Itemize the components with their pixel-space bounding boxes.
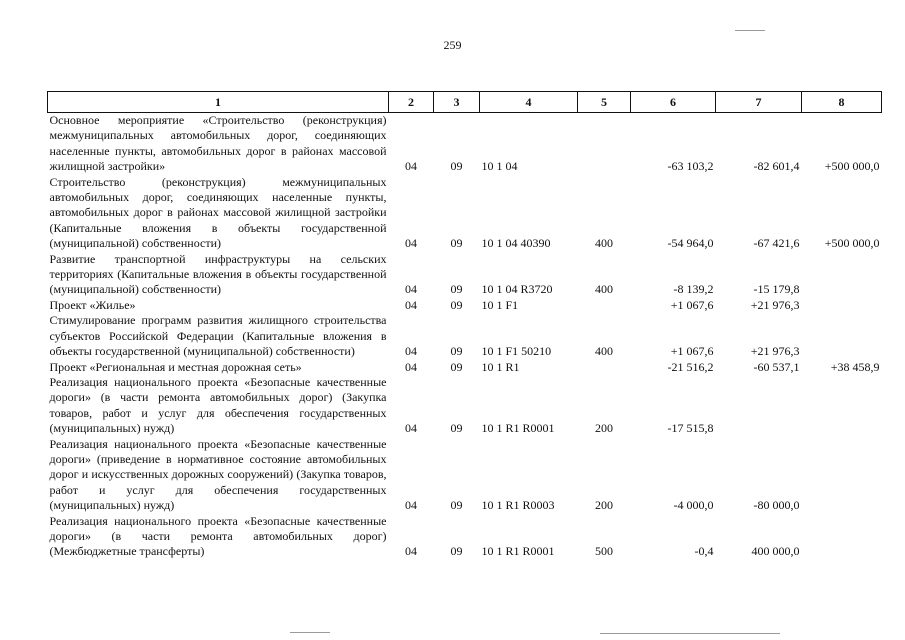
row-expense-type: 400	[595, 236, 613, 251]
row-subsection: 09	[450, 282, 463, 297]
row-name: Строительство (реконструкция) межмуниципальных автомобильных дорог, соединяющих населенные пункты, автомобильных дорог в районах массовой жилищной застройки (Капитальные вложения в объекты государственной (муниципальной) собственности)	[49, 174, 387, 251]
row-value-8: +38 458,9	[830, 359, 880, 374]
header-col-8: 8	[802, 92, 882, 113]
row-subsection: 09	[450, 344, 463, 359]
row-target-code: 10 1 F1 50210	[481, 344, 552, 359]
page-number: 259	[443, 38, 462, 52]
row-section: 04	[405, 498, 417, 513]
row-value-7: +21 976,3	[750, 297, 800, 312]
scan-speck	[735, 30, 765, 31]
row-section: 04	[405, 359, 417, 374]
row-value-6: -21 516,2	[667, 359, 714, 374]
row-expense-type: 500	[595, 544, 613, 559]
row-expense-type: 200	[595, 421, 613, 436]
table-row	[48, 375, 882, 437]
row-target-code: 10 1 R1 R0001	[481, 421, 555, 436]
table-row	[48, 437, 882, 514]
row-target-code: 10 1 F1	[481, 297, 519, 312]
row-value-7: -60 537,1	[753, 359, 800, 374]
row-value-7	[716, 375, 802, 437]
table-row	[48, 313, 882, 359]
row-name: Проект «Региональная и местная дорожная сеть»	[49, 359, 302, 374]
row-name: Проект «Жилье»	[49, 297, 136, 312]
header-col-6: 6	[631, 92, 716, 113]
table-row	[48, 298, 882, 313]
row-expense-type	[578, 360, 631, 375]
row-target-code: 10 1 R1	[481, 359, 520, 374]
row-value-6: -4 000,0	[673, 498, 714, 513]
row-value-6: +1 067,6	[670, 344, 714, 359]
header-col-3: 3	[434, 92, 480, 113]
row-target-code: 10 1 04 40390	[481, 236, 551, 251]
row-name: Стимулирование программ развития жилищного строительства субъектов Российской Федерации (Капитальные вложения в объекты государственной (муниципальной) собственности)	[49, 313, 387, 359]
row-value-6: -8 139,2	[673, 282, 714, 297]
scan-speck	[290, 632, 330, 633]
row-value-7: -15 179,8	[753, 282, 800, 297]
row-expense-type: 400	[595, 344, 613, 359]
row-section: 04	[405, 544, 417, 559]
row-value-6: -54 964,0	[667, 236, 714, 251]
header-col-1: 1	[48, 92, 389, 113]
row-value-8	[802, 375, 882, 437]
row-section: 04	[405, 159, 417, 174]
row-subsection: 09	[450, 159, 463, 174]
header-col-7: 7	[716, 92, 802, 113]
row-expense-type	[578, 113, 631, 175]
row-value-8	[802, 298, 882, 313]
row-value-6: +1 067,6	[670, 297, 714, 312]
row-name: Основное мероприятие «Строительство (реконструкция) межмуниципальных автомобильных дорог, соединяющих населенные пункты, автомобильных дорог в районах массовой жилищной застройки»	[49, 113, 387, 174]
row-subsection: 09	[450, 236, 463, 251]
table-row	[48, 252, 882, 298]
scan-speck	[600, 633, 780, 634]
row-value-8	[802, 514, 882, 560]
row-target-code: 10 1 04 R3720	[481, 282, 553, 297]
row-section: 04	[405, 421, 417, 436]
row-subsection: 09	[450, 359, 463, 374]
table-row	[48, 360, 882, 375]
row-name: Развитие транспортной инфраструктуры на сельских территориях (Капитальные вложения в объекты государственной (муниципальной) собственности)	[49, 251, 387, 297]
header-row	[48, 92, 882, 113]
budget-table	[47, 91, 882, 560]
header-col-4: 4	[480, 92, 578, 113]
row-section: 04	[405, 236, 417, 251]
row-value-7: +21 976,3	[750, 344, 800, 359]
row-section: 04	[405, 282, 417, 297]
row-value-6: -17 515,8	[667, 421, 714, 436]
row-value-8	[802, 437, 882, 514]
row-value-8	[802, 252, 882, 298]
row-target-code: 10 1 R1 R0001	[481, 544, 555, 559]
row-subsection: 09	[450, 297, 463, 312]
row-section: 04	[405, 344, 417, 359]
row-expense-type: 400	[595, 282, 613, 297]
row-value-7: 400 000,0	[751, 544, 800, 559]
row-section: 04	[405, 297, 417, 312]
row-target-code: 10 1 R1 R0003	[481, 498, 555, 513]
row-subsection: 09	[450, 421, 463, 436]
row-value-8	[802, 313, 882, 359]
table-row	[48, 175, 882, 252]
row-subsection: 09	[450, 498, 463, 513]
header-col-2: 2	[389, 92, 434, 113]
row-name: Реализация национального проекта «Безопасные качественные дороги» (в части ремонта автомобильных дорог) (Межбюджетные трансферты)	[49, 513, 387, 559]
row-value-6: -0,4	[694, 544, 714, 559]
row-name: Реализация национального проекта «Безопасные качественные дороги» (приведение в нормативное состояние автомобильных дорог и искусственных дорожных сооружений) (Закупка товаров, работ и услуг для обеспечения государственных (муниципальных) нужд)	[49, 436, 387, 513]
table-row	[48, 514, 882, 560]
row-value-7: -67 421,6	[753, 236, 800, 251]
table-row	[48, 113, 882, 175]
row-value-7: -82 601,4	[753, 159, 800, 174]
row-target-code: 10 1 04	[481, 159, 518, 174]
row-value-6: -63 103,2	[667, 159, 714, 174]
row-value-8: +500 000,0	[824, 159, 880, 174]
header-col-5: 5	[578, 92, 631, 113]
row-expense-type: 200	[595, 498, 613, 513]
row-name: Реализация национального проекта «Безопасные качественные дороги» (в части ремонта автомобильных дорог) (Закупка товаров, работ и услуг для обеспечения государственных (муниципальных) нужд)	[49, 374, 387, 436]
row-value-7: -80 000,0	[753, 498, 800, 513]
row-subsection: 09	[450, 544, 463, 559]
row-expense-type	[578, 298, 631, 313]
row-value-8: +500 000,0	[824, 236, 880, 251]
